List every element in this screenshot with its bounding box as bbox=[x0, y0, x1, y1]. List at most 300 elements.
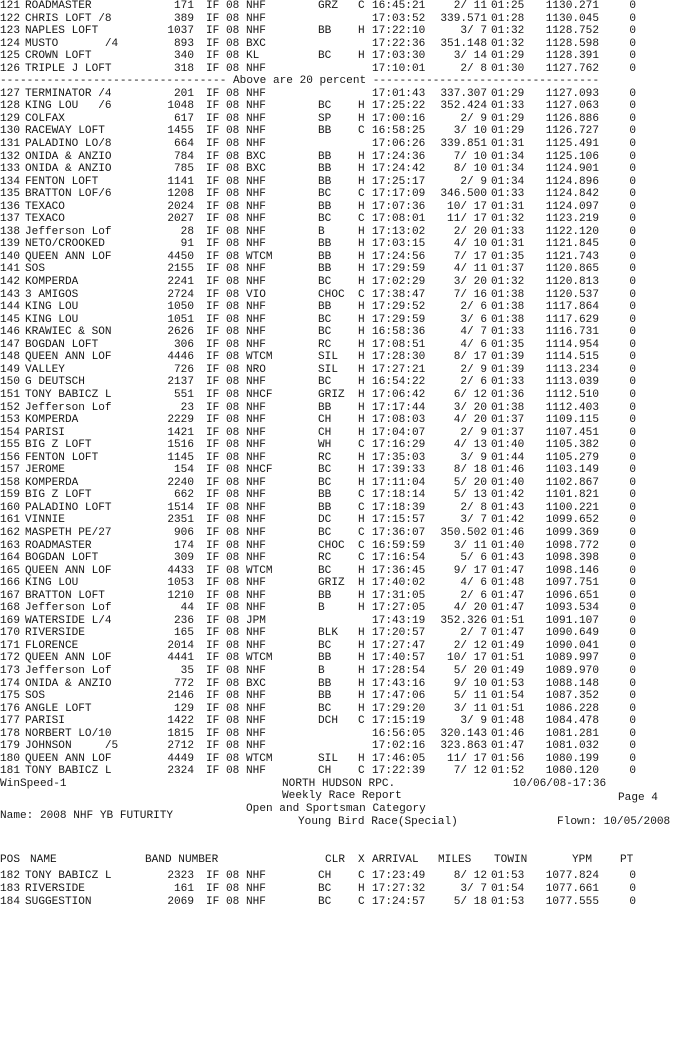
name-cell: KRAWIEC & SON bbox=[25, 326, 112, 339]
x-cell: H bbox=[358, 112, 365, 125]
org-cell: IF 08 NHF bbox=[206, 87, 266, 100]
band-cell: 2024 bbox=[167, 200, 194, 213]
band-cell: 2146 bbox=[167, 690, 194, 703]
col-clr: CLR bbox=[325, 853, 345, 866]
color-cell: BB bbox=[318, 25, 332, 38]
name-cell: ROADMASTER bbox=[25, 539, 92, 552]
pt-cell: 0 bbox=[629, 363, 636, 376]
x-cell: H bbox=[358, 664, 365, 677]
arrival-cell: 17:43:16 bbox=[372, 677, 426, 690]
color-cell: SIL bbox=[318, 752, 338, 765]
towin-cell: 01:48 bbox=[491, 715, 525, 728]
org-cell: IF 08 NHCF bbox=[206, 388, 273, 401]
towin-cell: 01:39 bbox=[491, 351, 525, 364]
arrival-cell: 17:28:30 bbox=[372, 351, 426, 364]
x-cell: H bbox=[358, 690, 365, 703]
position-cell: 128 bbox=[0, 100, 20, 113]
position-cell: 146 bbox=[0, 326, 20, 339]
name-cell: SOS bbox=[25, 690, 45, 703]
x-cell: C bbox=[358, 439, 365, 452]
ypm-cell: 1084.478 bbox=[545, 715, 599, 728]
table-row bbox=[0, 376, 700, 389]
band-cell: 1455 bbox=[167, 125, 194, 138]
position-cell: 148 bbox=[0, 351, 20, 364]
arrival-cell: 17:03:15 bbox=[372, 238, 426, 251]
miles-cell: 2/ 6 bbox=[460, 301, 487, 314]
x-cell: H bbox=[358, 426, 365, 439]
pt-cell: 0 bbox=[629, 451, 636, 464]
name-cell: TONY BABICZ L bbox=[25, 765, 112, 778]
miles-cell: 10/ 17 bbox=[447, 200, 487, 213]
x-cell: H bbox=[358, 627, 365, 640]
x-cell: H bbox=[358, 338, 365, 351]
ypm-cell: 1122.120 bbox=[545, 225, 599, 238]
org-cell: IF 08 NHF bbox=[206, 765, 266, 778]
band-cell: 2155 bbox=[167, 263, 194, 276]
towin-cell: 01:46 bbox=[491, 464, 525, 477]
pt-cell: 0 bbox=[629, 652, 636, 665]
ypm-cell: 1124.896 bbox=[545, 175, 599, 188]
ypm-cell: 1087.352 bbox=[545, 690, 599, 703]
band-cell: 35 bbox=[180, 664, 194, 677]
percent-divider: ---------------------------------- Above are 20 percent ---------------------------------- bbox=[0, 75, 600, 88]
name-cell: TONY BABICZ L bbox=[25, 388, 112, 401]
color-cell: BC bbox=[318, 213, 332, 226]
table-row bbox=[0, 690, 700, 703]
band-cell: 906 bbox=[174, 526, 194, 539]
towin-cell: 01:38 bbox=[491, 401, 525, 414]
miles-cell: 4/ 6 bbox=[460, 338, 487, 351]
org-cell: IF 08 NHF bbox=[206, 213, 266, 226]
ypm-cell: 1125.491 bbox=[545, 138, 599, 151]
name-cell: MUSTO /4 bbox=[25, 37, 119, 50]
towin-cell: 01:35 bbox=[491, 338, 525, 351]
color-cell: SP bbox=[318, 112, 332, 125]
position-cell: 165 bbox=[0, 564, 20, 577]
miles-cell: 5/ 6 bbox=[460, 552, 487, 565]
color-cell: GRZ bbox=[318, 0, 338, 12]
name-cell: PALADINO LO/8 bbox=[25, 138, 112, 151]
miles-cell: 3/ 6 bbox=[460, 313, 487, 326]
name-cell: RIVERSIDE bbox=[25, 627, 85, 640]
table-row bbox=[0, 514, 700, 527]
x-cell: H bbox=[358, 376, 365, 389]
org-cell: IF 08 NHF bbox=[206, 727, 266, 740]
ypm-cell: 1090.041 bbox=[545, 639, 599, 652]
position-cell: 169 bbox=[0, 614, 20, 627]
table-row bbox=[0, 301, 700, 314]
arrival-cell: 17:46:05 bbox=[372, 752, 426, 765]
pt-cell: 0 bbox=[629, 401, 636, 414]
towin-cell: 01:53 bbox=[491, 870, 525, 883]
band-cell: 4446 bbox=[167, 351, 194, 364]
miles-cell: 5/ 20 bbox=[453, 664, 487, 677]
arrival-cell: 17:04:07 bbox=[372, 426, 426, 439]
towin-cell: 01:48 bbox=[491, 577, 525, 590]
name-cell: QUEEN ANN LOF bbox=[25, 351, 112, 364]
name-cell: SOS bbox=[25, 263, 45, 276]
org-cell: IF 08 NHF bbox=[206, 426, 266, 439]
miles-cell: 3/ 10 bbox=[453, 125, 487, 138]
ypm-cell: 1090.649 bbox=[545, 627, 599, 640]
position-cell: 149 bbox=[0, 363, 20, 376]
towin-cell: 01:33 bbox=[491, 100, 525, 113]
x-cell: H bbox=[358, 639, 365, 652]
ypm-cell: 1124.097 bbox=[545, 200, 599, 213]
miles-cell: 2/ 9 bbox=[460, 363, 487, 376]
arrival-cell: 17:22:10 bbox=[372, 25, 426, 38]
ypm-cell: 1107.451 bbox=[545, 426, 599, 439]
color-cell: BC bbox=[318, 100, 332, 113]
arrival-cell: 17:07:36 bbox=[372, 200, 426, 213]
band-cell: 91 bbox=[180, 238, 194, 251]
org-cell: IF 08 NHF bbox=[206, 702, 266, 715]
x-cell: C bbox=[358, 715, 365, 728]
band-cell: 318 bbox=[174, 62, 194, 75]
position-cell: 137 bbox=[0, 213, 20, 226]
band-cell: 2351 bbox=[167, 514, 194, 527]
org-cell: IF 08 NHF bbox=[206, 526, 266, 539]
band-cell: 1145 bbox=[167, 451, 194, 464]
miles-cell: 2/ 9 bbox=[460, 426, 487, 439]
name-cell: BIG Z LOFT bbox=[25, 439, 92, 452]
table-row bbox=[0, 427, 700, 440]
color-cell: CH bbox=[318, 765, 332, 778]
arrival-cell: 17:40:02 bbox=[372, 577, 426, 590]
table-row bbox=[0, 188, 700, 201]
position-cell: 183 bbox=[0, 883, 20, 895]
page-header bbox=[0, 778, 700, 854]
arrival-cell: 17:01:43 bbox=[372, 87, 426, 100]
towin-cell: 01:53 bbox=[491, 895, 525, 908]
x-cell: H bbox=[358, 589, 365, 602]
miles-cell: 9/ 17 bbox=[453, 564, 487, 577]
name-cell: KOMPERDA bbox=[25, 476, 79, 489]
name-cell: TEXACO bbox=[25, 200, 65, 213]
band-cell: 2324 bbox=[167, 765, 194, 778]
table-row bbox=[0, 389, 700, 402]
color-cell: RC bbox=[318, 451, 332, 464]
ypm-cell: 1100.221 bbox=[545, 501, 599, 514]
towin-cell: 01:38 bbox=[491, 313, 525, 326]
x-cell: H bbox=[358, 250, 365, 263]
towin-cell: 01:44 bbox=[491, 451, 525, 464]
name-cell: KING LOU bbox=[25, 301, 79, 314]
org-cell: IF 08 NHF bbox=[206, 639, 266, 652]
towin-cell: 01:39 bbox=[491, 363, 525, 376]
color-cell: CH bbox=[318, 870, 332, 883]
band-cell: 1037 bbox=[167, 25, 194, 38]
arrival-cell: 17:36:07 bbox=[372, 526, 426, 539]
org-cell: IF 08 NHF bbox=[206, 501, 266, 514]
name-cell: KING LOU bbox=[25, 577, 79, 590]
band-cell: 44 bbox=[180, 602, 194, 615]
arrival-cell: 17:24:57 bbox=[372, 895, 426, 908]
ypm-cell: 1128.391 bbox=[545, 50, 599, 63]
ypm-cell: 1114.515 bbox=[545, 351, 599, 364]
position-cell: 141 bbox=[0, 263, 20, 276]
name-cell: VALLEY bbox=[25, 363, 65, 376]
ypm-cell: 1126.727 bbox=[545, 125, 599, 138]
position-cell: 175 bbox=[0, 690, 20, 703]
towin-cell: 01:56 bbox=[491, 752, 525, 765]
miles-cell: 2/ 12 bbox=[453, 639, 487, 652]
pt-cell: 0 bbox=[629, 351, 636, 364]
org-cell: IF 08 VIO bbox=[206, 288, 266, 301]
miles-cell: 351.148 bbox=[440, 37, 487, 50]
name-cell: RACEWAY LOFT bbox=[25, 125, 105, 138]
pt-cell: 0 bbox=[629, 564, 636, 577]
x-cell: H bbox=[358, 476, 365, 489]
color-cell: BB bbox=[318, 125, 332, 138]
miles-cell: 4/ 13 bbox=[453, 439, 487, 452]
arrival-cell: 17:29:52 bbox=[372, 301, 426, 314]
org-cell: IF 08 NHF bbox=[206, 313, 266, 326]
x-cell: H bbox=[358, 451, 365, 464]
position-cell: 129 bbox=[0, 112, 20, 125]
towin-cell: 01:29 bbox=[491, 112, 525, 125]
band-cell: 772 bbox=[174, 677, 194, 690]
arrival-cell: 17:36:45 bbox=[372, 564, 426, 577]
pt-cell: 0 bbox=[629, 489, 636, 502]
x-cell: H bbox=[358, 363, 365, 376]
table-row bbox=[0, 226, 700, 239]
band-cell: 551 bbox=[174, 388, 194, 401]
name-cell: BOGDAN LOFT bbox=[25, 338, 99, 351]
x-cell: H bbox=[358, 464, 365, 477]
table-row bbox=[0, 113, 700, 126]
table-row bbox=[0, 263, 700, 276]
name-cell: JEROME bbox=[25, 464, 65, 477]
ypm-cell: 1120.813 bbox=[545, 276, 599, 289]
arrival-cell: 17:31:05 bbox=[372, 589, 426, 602]
org-cell: IF 08 NHF bbox=[206, 895, 266, 908]
table-row bbox=[0, 602, 700, 615]
towin-cell: 01:47 bbox=[491, 564, 525, 577]
arrival-cell: 17:08:01 bbox=[372, 213, 426, 226]
name-cell: G DEUTSCH bbox=[25, 376, 85, 389]
col-name: NAME bbox=[30, 853, 57, 866]
table-row bbox=[0, 590, 700, 603]
ypm-cell: 1124.901 bbox=[545, 163, 599, 176]
table-row bbox=[0, 88, 700, 101]
towin-cell: 01:42 bbox=[491, 514, 525, 527]
arrival-cell: 17:27:47 bbox=[372, 639, 426, 652]
position-cell: 161 bbox=[0, 514, 20, 527]
x-cell: H bbox=[358, 200, 365, 213]
towin-cell: 01:46 bbox=[491, 526, 525, 539]
x-cell: H bbox=[358, 883, 365, 895]
x-cell: H bbox=[358, 652, 365, 665]
color-cell: BC bbox=[318, 702, 332, 715]
arrival-cell: 16:56:05 bbox=[372, 727, 426, 740]
miles-cell: 5/ 18 bbox=[453, 895, 487, 908]
org-cell: IF 08 NHCF bbox=[206, 464, 273, 477]
band-cell: 4449 bbox=[167, 752, 194, 765]
band-cell: 1048 bbox=[167, 100, 194, 113]
table-row bbox=[0, 540, 700, 553]
org-cell: IF 08 NHF bbox=[206, 326, 266, 339]
x-cell: H bbox=[358, 577, 365, 590]
pt-cell: 0 bbox=[629, 37, 636, 50]
towin-cell: 01:43 bbox=[491, 501, 525, 514]
org-cell: IF 08 NHF bbox=[206, 414, 266, 427]
name-cell: MASPETH PE/27 bbox=[25, 526, 112, 539]
towin-cell: 01:37 bbox=[491, 263, 525, 276]
color-cell: RC bbox=[318, 552, 332, 565]
band-cell: 664 bbox=[174, 138, 194, 151]
pt-cell: 0 bbox=[629, 589, 636, 602]
name-cell: BRATTON LOFT bbox=[25, 589, 105, 602]
position-cell: 160 bbox=[0, 501, 20, 514]
miles-cell: 9/ 10 bbox=[453, 677, 487, 690]
ypm-cell: 1077.661 bbox=[545, 883, 599, 895]
color-cell: DCH bbox=[318, 715, 338, 728]
pt-cell: 0 bbox=[629, 426, 636, 439]
band-cell: 4441 bbox=[167, 652, 194, 665]
x-cell: H bbox=[358, 514, 365, 527]
band-cell: 1422 bbox=[167, 715, 194, 728]
color-cell: BB bbox=[318, 401, 332, 414]
towin-cell: 01:43 bbox=[491, 552, 525, 565]
miles-cell: 6/ 12 bbox=[453, 388, 487, 401]
table-row bbox=[0, 63, 700, 76]
table-row bbox=[0, 896, 700, 909]
color-cell: BC bbox=[318, 476, 332, 489]
org-cell: IF 08 NHF bbox=[206, 301, 266, 314]
ypm-cell: 1127.063 bbox=[545, 100, 599, 113]
color-cell: BC bbox=[318, 50, 332, 63]
x-cell: H bbox=[358, 301, 365, 314]
name-cell: ONIDA & ANZIO bbox=[25, 163, 112, 176]
name-cell: CROWN LOFT bbox=[25, 50, 92, 63]
arrival-cell: 17:00:16 bbox=[372, 112, 426, 125]
towin-cell: 01:51 bbox=[491, 702, 525, 715]
position-cell: 156 bbox=[0, 451, 20, 464]
arrival-cell: 17:03:52 bbox=[372, 12, 426, 25]
name-cell: RIVERSIDE bbox=[25, 883, 85, 895]
name-cell: NAPLES LOFT bbox=[25, 25, 99, 38]
band-cell: 662 bbox=[174, 489, 194, 502]
pt-cell: 0 bbox=[629, 301, 636, 314]
pt-cell: 0 bbox=[629, 12, 636, 25]
arrival-cell: 17:29:59 bbox=[372, 313, 426, 326]
miles-cell: 3/ 7 bbox=[460, 25, 487, 38]
towin-cell: 01:34 bbox=[491, 150, 525, 163]
miles-cell: 3/ 20 bbox=[453, 401, 487, 414]
ypm-cell: 1080.199 bbox=[545, 752, 599, 765]
position-cell: 136 bbox=[0, 200, 20, 213]
color-cell: BC bbox=[318, 464, 332, 477]
color-cell: CH bbox=[318, 414, 332, 427]
arrival-cell: 17:22:36 bbox=[372, 37, 426, 50]
miles-cell: 10/ 17 bbox=[447, 652, 487, 665]
arrival-cell: 17:15:19 bbox=[372, 715, 426, 728]
towin-cell: 01:47 bbox=[491, 602, 525, 615]
band-cell: 154 bbox=[174, 464, 194, 477]
arrival-cell: 17:35:03 bbox=[372, 451, 426, 464]
x-cell: H bbox=[358, 175, 365, 188]
position-cell: 145 bbox=[0, 313, 20, 326]
table-row bbox=[0, 38, 700, 51]
arrival-cell: 17:10:01 bbox=[372, 62, 426, 75]
arrival-cell: 16:58:36 bbox=[372, 326, 426, 339]
towin-cell: 01:42 bbox=[491, 489, 525, 502]
ypm-cell: 1123.219 bbox=[545, 213, 599, 226]
color-cell: BB bbox=[318, 501, 332, 514]
color-cell: BC bbox=[318, 895, 332, 908]
ypm-cell: 1120.865 bbox=[545, 263, 599, 276]
band-cell: 1516 bbox=[167, 439, 194, 452]
arrival-cell: 17:08:51 bbox=[372, 338, 426, 351]
table-row bbox=[0, 213, 700, 226]
position-cell: 155 bbox=[0, 439, 20, 452]
miles-cell: 2/ 6 bbox=[460, 376, 487, 389]
position-cell: 126 bbox=[0, 62, 20, 75]
table-row bbox=[0, 765, 700, 778]
pt-cell: 0 bbox=[629, 62, 636, 75]
miles-cell: 2/ 8 bbox=[460, 501, 487, 514]
position-cell: 181 bbox=[0, 765, 20, 778]
name-cell: BRATTON LOF/6 bbox=[25, 188, 112, 201]
miles-cell: 7/ 10 bbox=[453, 150, 487, 163]
name-cell: VINNIE bbox=[25, 514, 65, 527]
band-cell: 617 bbox=[174, 112, 194, 125]
color-cell: CH bbox=[318, 426, 332, 439]
x-cell: H bbox=[358, 276, 365, 289]
ypm-cell: 1088.148 bbox=[545, 677, 599, 690]
towin-cell: 01:28 bbox=[491, 12, 525, 25]
pt-cell: 0 bbox=[629, 690, 636, 703]
color-cell: WH bbox=[318, 439, 332, 452]
table-row bbox=[0, 276, 700, 289]
pt-cell: 0 bbox=[629, 138, 636, 151]
arrival-cell: 17:27:05 bbox=[372, 602, 426, 615]
arrival-cell: 17:08:03 bbox=[372, 414, 426, 427]
org-cell: IF 08 NHF bbox=[206, 125, 266, 138]
miles-cell: 7/ 16 bbox=[453, 288, 487, 301]
x-cell: H bbox=[358, 388, 365, 401]
color-cell: SIL bbox=[318, 351, 338, 364]
ypm-cell: 1112.403 bbox=[545, 401, 599, 414]
band-cell: 2027 bbox=[167, 213, 194, 226]
name-cell: JOHNSON /5 bbox=[25, 740, 119, 753]
pt-cell: 0 bbox=[629, 163, 636, 176]
name-cell: ANGLE LOFT bbox=[25, 702, 92, 715]
pt-cell: 0 bbox=[629, 150, 636, 163]
ypm-cell: 1130.045 bbox=[545, 12, 599, 25]
x-cell: H bbox=[358, 677, 365, 690]
table-row bbox=[0, 552, 700, 565]
miles-cell: 4/ 7 bbox=[460, 326, 487, 339]
org-cell: IF 08 KL bbox=[206, 50, 260, 63]
band-cell: 2712 bbox=[167, 740, 194, 753]
name-cell: ONIDA & ANZIO bbox=[25, 150, 112, 163]
pt-cell: 0 bbox=[629, 250, 636, 263]
color-cell: BC bbox=[318, 526, 332, 539]
pt-cell: 0 bbox=[629, 0, 636, 12]
x-cell: H bbox=[358, 401, 365, 414]
miles-cell: 4/ 20 bbox=[453, 602, 487, 615]
table-row bbox=[0, 100, 700, 113]
ypm-cell: 1077.555 bbox=[545, 895, 599, 908]
name-cell: QUEEN ANN LOF bbox=[25, 564, 112, 577]
miles-cell: 4/ 20 bbox=[453, 414, 487, 427]
table-row bbox=[0, 527, 700, 540]
results-block-main bbox=[0, 88, 700, 778]
band-cell: 28 bbox=[180, 225, 194, 238]
org-cell: IF 08 NHF bbox=[206, 589, 266, 602]
